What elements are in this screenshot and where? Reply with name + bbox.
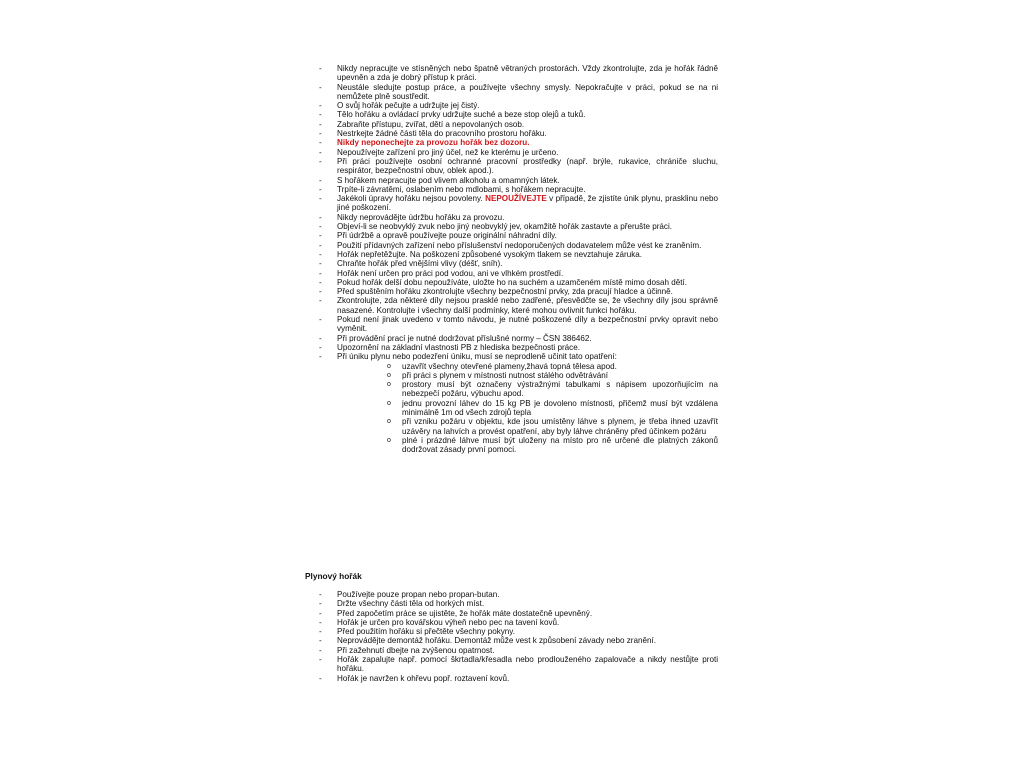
list-item: [305, 655, 718, 674]
list-item: [305, 241, 718, 250]
list-item: [305, 157, 718, 176]
sub-list-item-text: jednu provozní láhev do 15 kg PB je dovoleno místnosti, přičemž musí být vzdálena minimálně 1m od všech zdrojů tepla: [402, 398, 718, 417]
dash-bullet: -: [319, 673, 322, 683]
circle-bullet: o: [387, 381, 391, 389]
list-item: [305, 296, 718, 315]
list-item-warning: [305, 138, 718, 147]
list-item-text: Hořák není určen pro práci pod vodou, ani ve vlhkém prostředí.: [337, 268, 564, 278]
dash-bullet: -: [319, 194, 322, 204]
list-item: [305, 315, 718, 334]
list-item-text: Jakékoli úpravy hořáku nejsou povoleny.: [337, 194, 486, 204]
dash-bullet: -: [319, 64, 322, 73]
dash-bullet: -: [319, 82, 322, 92]
list-item-text: Chraňte hořák před vnějšími vlivy (déšť, sníh).: [337, 259, 503, 269]
list-item: [305, 259, 718, 268]
dash-bullet: -: [319, 240, 322, 250]
list-item: [305, 352, 718, 454]
list-item: [305, 674, 718, 683]
dash-bullet: -: [319, 212, 322, 222]
list-item: [305, 231, 718, 240]
list-item: [305, 148, 718, 157]
list-item: [305, 176, 718, 185]
list-item-text: Při zažehnutí dbejte na zvýšenou opatrnost.: [337, 645, 495, 655]
sub-list-item: [337, 371, 718, 380]
list-item-text: Hořák nepřetěžujte. Na poškození způsobené vysokým tlakem se nevztahuje záruka.: [337, 249, 643, 259]
sub-list-item: [337, 399, 718, 418]
list-item-text: Při údržbě a opravě používejte pouze originální náhradní díly.: [337, 231, 557, 241]
list-item: [305, 194, 718, 213]
dash-bullet: -: [319, 645, 322, 655]
dash-bullet: -: [319, 655, 322, 665]
sub-list-item-text: plné i prázdné láhve musí být uloženy na místo pro ně určené dle platných zákonů dodržovat zásady první pomoci.: [402, 435, 718, 455]
dash-bullet: -: [319, 608, 322, 618]
list-item: [305, 129, 718, 138]
dash-bullet: -: [319, 231, 322, 241]
list-item-text: Hořák je určen pro kovářskou výheň nebo pec na tavení kovů.: [337, 617, 560, 627]
list-item: [305, 64, 718, 83]
list-item-text: Před započetím práce se ujistěte, že hořák máte dostatečně upevněný.: [337, 608, 593, 618]
list-item: [305, 120, 718, 129]
list-item: [305, 590, 718, 599]
warning-keyword: NEPOUŽÍVEJTE: [485, 194, 547, 204]
dash-bullet: -: [319, 315, 322, 325]
circle-bullet: o: [387, 399, 391, 407]
dash-bullet: -: [319, 138, 322, 148]
list-item-text: O svůj hořák pečujte a udržujte jej čistý.: [337, 101, 480, 111]
list-item-text: Neprovádějte demontáž hořáku. Demontáž může vest k způsobení závady nebo zranění.: [337, 636, 656, 646]
dash-bullet: -: [319, 222, 322, 232]
dash-bullet: -: [319, 617, 322, 627]
gas-burner-list: [305, 590, 718, 683]
dash-bullet: -: [319, 333, 322, 343]
list-item: [305, 83, 718, 102]
dash-bullet: -: [319, 287, 322, 297]
dash-bullet: -: [319, 342, 322, 352]
list-item-text: Objeví-li se neobvyklý zvuk nebo jiný neobvyklý jev, okamžitě hořák zastavte a přerušte práci.: [337, 222, 672, 232]
dash-bullet: -: [319, 627, 322, 637]
list-item-text: Používejte pouze propan nebo propan-butan.: [337, 590, 500, 599]
dash-bullet: -: [319, 119, 322, 129]
list-item: [305, 599, 718, 608]
list-item-text: Zkontrolujte, zda některé díly nejsou prasklé nebo zadřené, přesvědčte se, že všechny díly jsou správně nasazené. Kontrolujte i všechny další podmínky, které mohou ovlivnit funkci hořáku.: [337, 296, 718, 315]
list-item: [305, 334, 718, 343]
dash-bullet: -: [319, 268, 322, 278]
list-item: [305, 222, 718, 231]
circle-bullet: o: [387, 362, 391, 370]
list-item-text: Před použitím hořáku si přečtěte všechny pokyny.: [337, 627, 515, 637]
circle-bullet: o: [387, 436, 391, 444]
list-item: [305, 609, 718, 618]
safety-instructions-list: [305, 64, 718, 454]
list-item: [305, 250, 718, 259]
list-item: [305, 101, 718, 110]
list-item-text: S hořákem nepracujte pod vlivem alkoholu a omamných látek.: [337, 175, 560, 185]
list-item-text: Upozornění na základní vlastnosti PB z hlediska bezpečnosti práce.: [337, 342, 580, 352]
list-item-text: Nikdy neprovádějte údržbu hořáku za provozu.: [337, 212, 505, 222]
circle-bullet: o: [387, 371, 391, 379]
circle-bullet: o: [387, 418, 391, 426]
list-item: [305, 110, 718, 119]
dash-bullet: -: [319, 277, 322, 287]
list-item-text: Nestrkejte žádné části těla do pracovního prostoru hořáku.: [337, 129, 547, 139]
list-item: [305, 627, 718, 636]
list-item-text: v případě, že zjistíte únik plynu, prasklinu nebo jiné poškození.: [337, 194, 718, 213]
sub-list-item-text: při práci s plynem v místnosti nutnost stálého odvětrávání: [402, 370, 609, 380]
list-item-text: Tělo hořáku a ovládací prvky udržujte suché a beze stop olejů a tuků.: [337, 110, 586, 120]
sub-list-item-text: prostory musí být označeny výstražnými tabulkami s nápisem upozorňujícím na nebezpečí požáru, výbuchu apod.: [402, 380, 718, 399]
dash-bullet: -: [319, 147, 322, 157]
list-item-text: Neustále sledujte postup práce, a používejte všechny smysly. Nepokračujte v práci, pokud se na ni nemůžete plně soustředit.: [337, 82, 718, 101]
list-item: [305, 269, 718, 278]
list-item-text: Pokud hořák delší dobu nepoužíváte, uložte ho na suchém a uzamčeném místě mimo dosah dětí.: [337, 277, 688, 287]
list-item: [305, 618, 718, 627]
list-item: [305, 278, 718, 287]
sub-list-item: [337, 417, 718, 436]
list-item-text: Zabraňte přístupu, zvířat, dětí a nepovolaných osob.: [337, 119, 525, 129]
list-item-text: Držte všechny části těla od horkých míst.: [337, 599, 485, 609]
dash-bullet: -: [319, 352, 322, 362]
list-item: [305, 287, 718, 296]
sub-list-item-text: uzavřít všechny otevřené plameny,žhavá topná tělesa apod.: [402, 361, 617, 371]
dash-bullet: -: [319, 599, 322, 609]
list-item-text: Při úniku plynu nebo podezření úniku, musí se neprodleně učinit tato opatření:: [337, 352, 617, 362]
sub-list-item-text: při vzniku požáru v objektu, kde jsou umístěny láhve s plynem, je třeba ihned uzavřít uzávěry na lahvích a provést opatření, aby byly láhve chráněny před účinkem požáru: [402, 417, 718, 436]
sub-list-item: [337, 436, 718, 455]
dash-bullet: -: [319, 156, 322, 166]
sub-list-item: [337, 362, 718, 371]
list-item-text: Použití přídavných zařízení nebo příslušenství nedoporučených dodavatelem může vést ke zraněním.: [337, 240, 702, 250]
dash-bullet: -: [319, 184, 322, 194]
dash-bullet: -: [319, 636, 322, 646]
sub-list-item: [337, 380, 718, 399]
warning-text: Nikdy neponechejte za provozu hořák bez dozoru.: [337, 138, 530, 148]
list-item-text: Nepoužívejte zařízení pro jiný účel, než ke kterému je určeno.: [337, 147, 559, 157]
dash-bullet: -: [319, 249, 322, 259]
leak-measures-list: [337, 362, 718, 455]
list-item-text: Hořák je navržen k ohřevu popř. roztavení kovů.: [337, 673, 510, 683]
dash-bullet: -: [319, 175, 322, 185]
list-item: [305, 213, 718, 222]
dash-bullet: -: [319, 296, 322, 306]
list-item: [305, 343, 718, 352]
dash-bullet: -: [319, 110, 322, 120]
list-item-text: Při provádění prací je nutné dodržovat příslušné normy – ČSN 386462.: [337, 333, 592, 343]
list-item: [305, 636, 718, 645]
list-item-text: Trpíte-li závratěmi, oslabením nebo mdlobami, s hořákem nepracujte.: [337, 184, 586, 194]
section-heading: Plynový hořák: [305, 571, 362, 581]
list-item-text: Hořák zapalujte např. pomocí škrtadla/křesadla nebo prodlouženého zapalovače a nikdy nestůjte proti hořáku.: [337, 655, 718, 674]
list-item-text: Pokud není jinak uvedeno v tomto návodu, je nutné poškozené díly a bezpečnostní prvky opravit nebo vyměnit.: [337, 315, 718, 334]
list-item: [305, 185, 718, 194]
list-item-text: Při práci používejte osobní ochranné pracovní prostředky (např. brýle, rukavice, chrániče sluchu, respirátor, bezpečnostní obuv, oblek apod.).: [337, 156, 718, 176]
list-item-text: Před spuštěním hořáku zkontrolujte všechny bezpečnostní prvky, zda pracují hladce a účinně.: [337, 287, 673, 297]
list-item: [305, 646, 718, 655]
dash-bullet: -: [319, 129, 322, 139]
dash-bullet: -: [319, 590, 322, 599]
dash-bullet: -: [319, 101, 322, 111]
dash-bullet: -: [319, 259, 322, 269]
list-item-text: Nikdy nepracujte ve stísněných nebo špatně větraných prostorách. Vždy zkontrolujte, zda je hořák řádně upevněn a zda je dobrý přístup k práci.: [337, 64, 718, 83]
